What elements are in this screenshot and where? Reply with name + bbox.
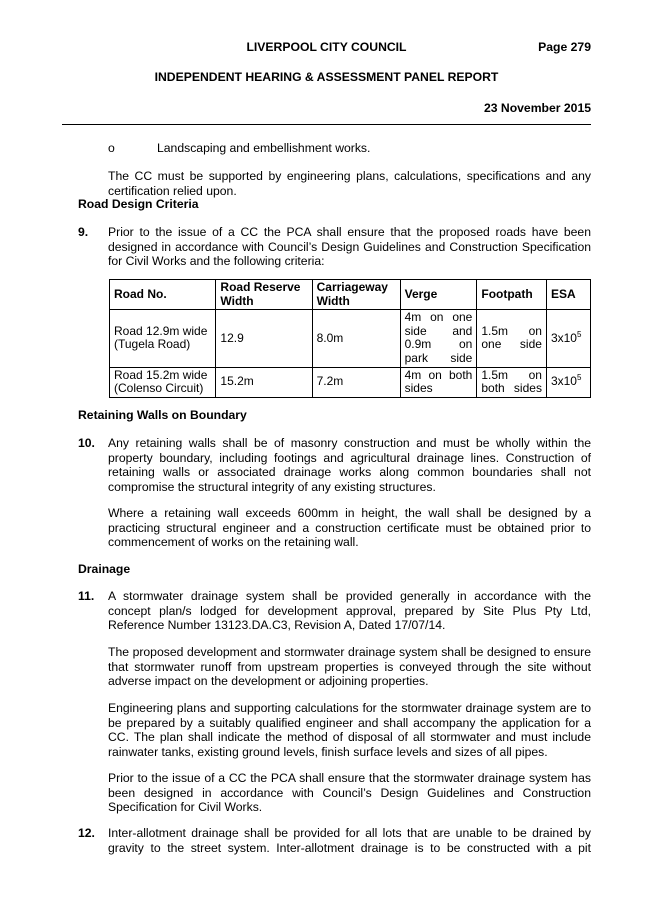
cell-verge: 4m on one side and 0.9m on park side [400, 310, 477, 367]
col-header-road-reserve-width: Road Reserve Width [216, 280, 312, 310]
col-header-carriageway-width: Carriageway Width [312, 280, 400, 310]
cell-carriageway: 7.2m [312, 367, 400, 397]
condition-11-paragraph-3: Engineering plans and supporting calculations for the stormwater drainage system are to be prepared by a suitably qualified engineer and shall accompany the application for a CC. The plan shall indicate the method of disposal of all stormwater and must include rainwater tanks, existing ground levels, finish surface levels and sizes of all pipes. [108, 701, 591, 759]
condition-10-paragraph-1: Any retaining walls shall be of masonry construction and must be wholly within the property boundary, including footings and agricultural drainage lines. Construction of retaining walls or associated drainage works along common boundaries shall not compromise the structural integrity of any existing structures. [108, 436, 591, 494]
condition-11-paragraph-4: Prior to the issue of a CC the PCA shall ensure that the stormwater drainage system has been designed in accordance with Council’s Design Guidelines and Construction Specification for Civil Works. [108, 771, 591, 815]
col-header-verge: Verge [400, 280, 477, 310]
condition-11-paragraph-1: A stormwater drainage system shall be provided generally in accordance with the concept plan/s lodged for development approval, prepared by Site Plus Pty Ltd, Reference Number 13123.DA.C3, Revision A, Dated 17/07/14. [108, 589, 591, 633]
condition-12-text: Inter-allotment drainage shall be provided for all lots that are unable to be drained by gravity to the street system. Inter-allotment drainage is to be constructed with a pit [108, 826, 591, 855]
condition-number-12: 12. [78, 826, 95, 840]
table-row [110, 367, 591, 397]
report-title: INDEPENDENT HEARING & ASSESSMENT PANEL REPORT [154, 70, 499, 84]
esa-exponent: 5 [576, 373, 582, 383]
condition-10-paragraph-2: Where a retaining wall exceeds 600mm in height, the wall shall be designed by a practicing structural engineer and a construction certificate must be obtained prior to commencement of works on the retaining wall. [108, 506, 591, 550]
cell-reserve: 12.9 [216, 310, 312, 367]
col-header-footpath: Footpath [477, 280, 547, 310]
section-heading-road-design: Road Design Criteria [78, 197, 199, 211]
bullet-marker: o [108, 141, 115, 155]
page-number: Page 279 [538, 40, 591, 54]
report-date: 23 November 2015 [483, 101, 591, 115]
section-heading-drainage: Drainage [78, 562, 131, 576]
condition-number-9: 9. [78, 225, 89, 239]
col-header-esa: ESA [546, 280, 590, 310]
cell-carriageway: 8.0m [312, 310, 400, 367]
section-heading-retaining-walls: Retaining Walls on Boundary [78, 408, 247, 422]
condition-number-11: 11. [78, 589, 95, 603]
cell-esa [546, 367, 590, 397]
cell-footpath: 1.5m on one side [477, 310, 547, 367]
table-header-row [110, 280, 591, 310]
cell-road: Road 15.2m wide (Colenso Circuit) [110, 367, 216, 397]
cell-reserve: 15.2m [216, 367, 312, 397]
cell-road: Road 12.9m wide (Tugela Road) [110, 310, 216, 367]
col-header-road-no: Road No. [110, 280, 216, 310]
bullet-text: Landscaping and embellishment works. [157, 141, 371, 155]
condition-11-paragraph-2: The proposed development and stormwater drainage system shall be designed to ensure that stormwater runoff from upstream properties is conveyed through the site without adverse impact on the development or adjoining properties. [108, 645, 591, 689]
esa-exponent: 5 [576, 329, 582, 339]
condition-9-text: Prior to the issue of a CC the PCA shall ensure that the proposed roads have been designed in accordance with Council’s Design Guidelines and Construction Specification for Civil Works and the following criteria: [108, 225, 591, 269]
table-row [110, 310, 591, 367]
esa-base: 3x10 [550, 330, 577, 345]
header-divider [62, 124, 591, 125]
council-name: LIVERPOOL CITY COUNCIL [246, 40, 407, 54]
cell-footpath: 1.5m on both sides [477, 367, 547, 397]
cell-esa [546, 310, 590, 367]
cell-verge: 4m on both sides [400, 367, 477, 397]
condition-number-10: 10. [78, 436, 95, 450]
cc-support-paragraph: The CC must be supported by engineering plans, calculations, specifications and any certification relied upon. [108, 169, 591, 198]
road-criteria-table [109, 279, 591, 398]
esa-base: 3x10 [550, 374, 577, 389]
